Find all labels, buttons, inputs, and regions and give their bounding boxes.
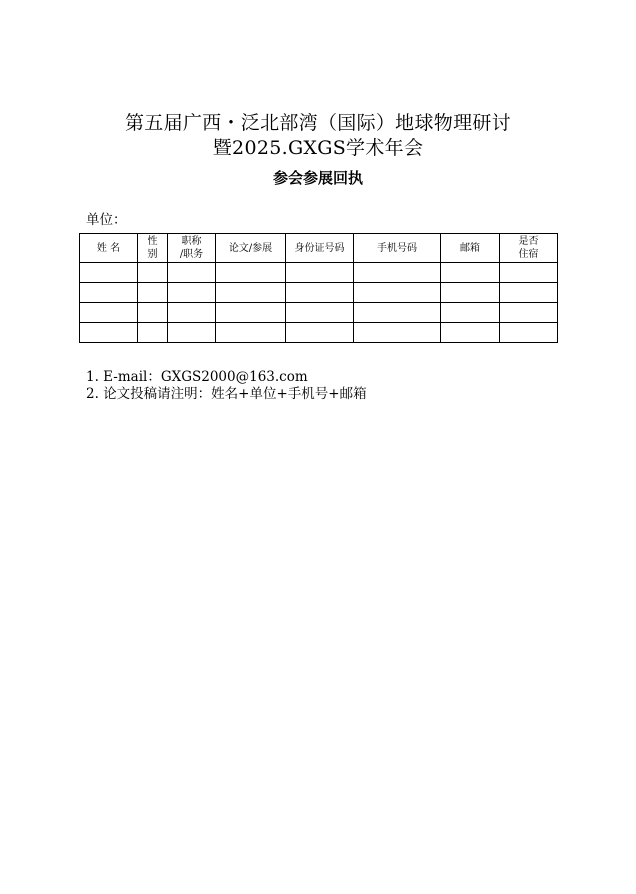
table-cell[interactable]: [500, 303, 558, 323]
table-cell[interactable]: [80, 283, 138, 303]
header-cell-title-position: 职称 /职务: [168, 234, 216, 263]
table-cell[interactable]: [138, 263, 168, 283]
table-cell[interactable]: [441, 263, 500, 283]
note-submission: 2. 论文投稿请注明：姓名+单位+手机号+邮箱: [86, 386, 367, 402]
header-cell-name: 姓 名: [80, 234, 138, 263]
note-email: 1. E-mail：GXGS2000@163.com: [86, 369, 308, 385]
registration-table: [79, 233, 558, 343]
table-row: [80, 303, 558, 323]
table-row: [80, 323, 558, 343]
table-cell[interactable]: [354, 303, 441, 323]
table-header-row: [80, 234, 558, 263]
table-cell[interactable]: [500, 283, 558, 303]
table-cell[interactable]: [168, 283, 216, 303]
table-cell[interactable]: [441, 283, 500, 303]
table-cell[interactable]: [216, 283, 286, 303]
table-cell[interactable]: [500, 263, 558, 283]
table-cell[interactable]: [168, 303, 216, 323]
header-cell-paper-exhibit: 论文/参展: [216, 234, 286, 263]
table-cell[interactable]: [216, 303, 286, 323]
table-cell[interactable]: [354, 323, 441, 343]
header-cell-phone: 手机号码: [354, 234, 441, 263]
notes-list: [86, 369, 367, 403]
document-subtitle: 参会参展回执: [272, 169, 363, 187]
header-cell-gender: 性 别: [138, 234, 168, 263]
header-cell-accommodation: 是否 住宿: [500, 234, 558, 263]
header-cell-email: 邮箱: [441, 234, 500, 263]
table-cell[interactable]: [286, 323, 354, 343]
table-cell[interactable]: [500, 323, 558, 343]
table-cell[interactable]: [80, 323, 138, 343]
table-cell[interactable]: [354, 283, 441, 303]
table-cell[interactable]: [286, 263, 354, 283]
table-cell[interactable]: [168, 323, 216, 343]
table-cell[interactable]: [354, 263, 441, 283]
table-cell[interactable]: [80, 263, 138, 283]
table-cell[interactable]: [216, 323, 286, 343]
table-cell[interactable]: [138, 323, 168, 343]
table-cell[interactable]: [286, 283, 354, 303]
table-cell[interactable]: [441, 323, 500, 343]
table-row: [80, 283, 558, 303]
unit-label: 单位：: [86, 212, 127, 228]
table-cell[interactable]: [80, 303, 138, 323]
document-title-line1: 第五届广西・泛北部湾（国际）地球物理研讨: [124, 112, 511, 134]
table-cell[interactable]: [216, 263, 286, 283]
table-cell[interactable]: [168, 263, 216, 283]
table-cell[interactable]: [441, 303, 500, 323]
header-cell-id-number: 身份证号码: [286, 234, 354, 263]
table-cell[interactable]: [138, 303, 168, 323]
document-title-line2: 暨2025.GXGS学术年会: [212, 137, 424, 159]
table-row: [80, 263, 558, 283]
table-cell[interactable]: [286, 303, 354, 323]
table-cell[interactable]: [138, 283, 168, 303]
